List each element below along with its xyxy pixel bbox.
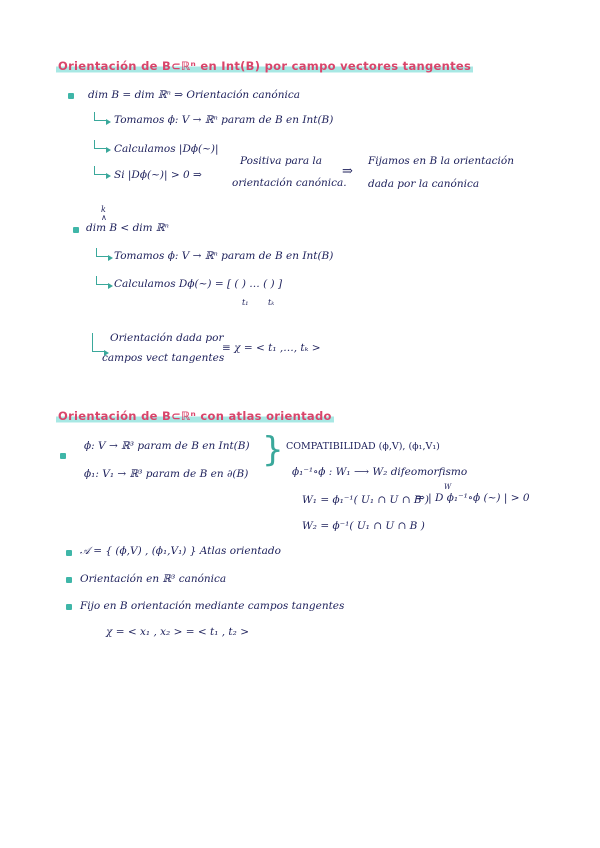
atlas-def: 𝒜 = { (ϕ,V) , (ϕ₁,V₁) } Atlas orientado [80, 545, 281, 557]
bullet-icon [73, 227, 79, 233]
arrow-icon [94, 140, 106, 149]
k-mark: k [101, 205, 106, 214]
transition-map: ϕ₁⁻¹∘ϕ : W₁ ⟶ W₂ difeomorfismo [292, 466, 468, 478]
item-less-dim: dim B < dim ℝⁿ [86, 222, 169, 234]
orient-line1: Orientación dada por [110, 332, 224, 344]
section1-title: Orientación de B⊂ℝⁿ en Int(B) por campo vectores tangentes [58, 59, 472, 73]
k-vee: ∧ [101, 213, 107, 222]
arrow-icon [96, 248, 108, 257]
item-equal-dim: dim B = dim ℝⁿ ⇒ Orientación canónica [88, 89, 300, 101]
canonical-orientation: Orientación en ℝ³ canónica [80, 573, 227, 585]
arrow-icon [96, 276, 108, 285]
chi-equivalence: ≡ χ = < t₁ ,…, tₖ > [222, 342, 321, 354]
bullet-icon [66, 604, 72, 610]
step-si: Si |Dϕ(~)| > 0 ⇒ [114, 169, 202, 181]
arrow-icon [94, 166, 106, 175]
arrow-icon [92, 333, 104, 352]
bullet-icon [66, 577, 72, 583]
step-calculamos: Calculamos |Dϕ(~)| [114, 143, 219, 155]
step-calculamos-2: Calculamos Dϕ(~) = [ ( ) … ( ) ] [114, 278, 283, 290]
t1-label: t₁ [242, 298, 249, 307]
compatibility-label: COMPATIBILIDAD (ϕ,V), (ϕ₁,V₁) [286, 441, 440, 452]
positive-line2: orientación canónica. [232, 177, 347, 189]
implies-arrow: ⇒ [342, 164, 353, 179]
orient-line2: campos vect tangentes [102, 352, 225, 364]
w2-def: W₂ = ϕ⁻¹( U₁ ∩ U ∩ B ) [302, 520, 425, 532]
step-tomamos: Tomamos ϕ: V → ℝⁿ param de B en Int(B) [114, 114, 334, 126]
param-boundary: ϕ₁: V₁ → ℝ³ param de B en ∂(B) [84, 468, 249, 480]
bullet-icon [60, 453, 66, 459]
section2-title: Orientación de B⊂ℝⁿ con atlas orientado [58, 409, 332, 423]
det-condition: ⇒ | D ϕ₁⁻¹∘ϕ (~) | > 0 [416, 492, 530, 504]
param-int: ϕ: V → ℝ³ param de B en Int(B) [84, 440, 250, 452]
tk-label: tₖ [268, 298, 275, 307]
arrow-icon [94, 112, 106, 121]
w-mark: W [444, 483, 452, 491]
fix-line2: dada por la canónica [368, 178, 480, 190]
fix-orientation: Fijo en B orientación mediante campos tangentes [80, 600, 345, 612]
bullet-icon [66, 550, 72, 556]
w1-def: W₁ = ϕ₁⁻¹( U₁ ∩ U ∩ B ) [302, 494, 430, 506]
positive-line1: Positiva para la [240, 155, 323, 167]
bullet-icon [68, 93, 74, 99]
brace-icon: } [262, 430, 284, 470]
chi-tangent: χ = < x₁ , x₂ > = < t₁ , t₂ > [106, 626, 249, 638]
step-tomamos-2: Tomamos ϕ: V → ℝⁿ param de B en Int(B) [114, 250, 334, 262]
fix-line1: Fijamos en B la orientación [368, 155, 514, 167]
